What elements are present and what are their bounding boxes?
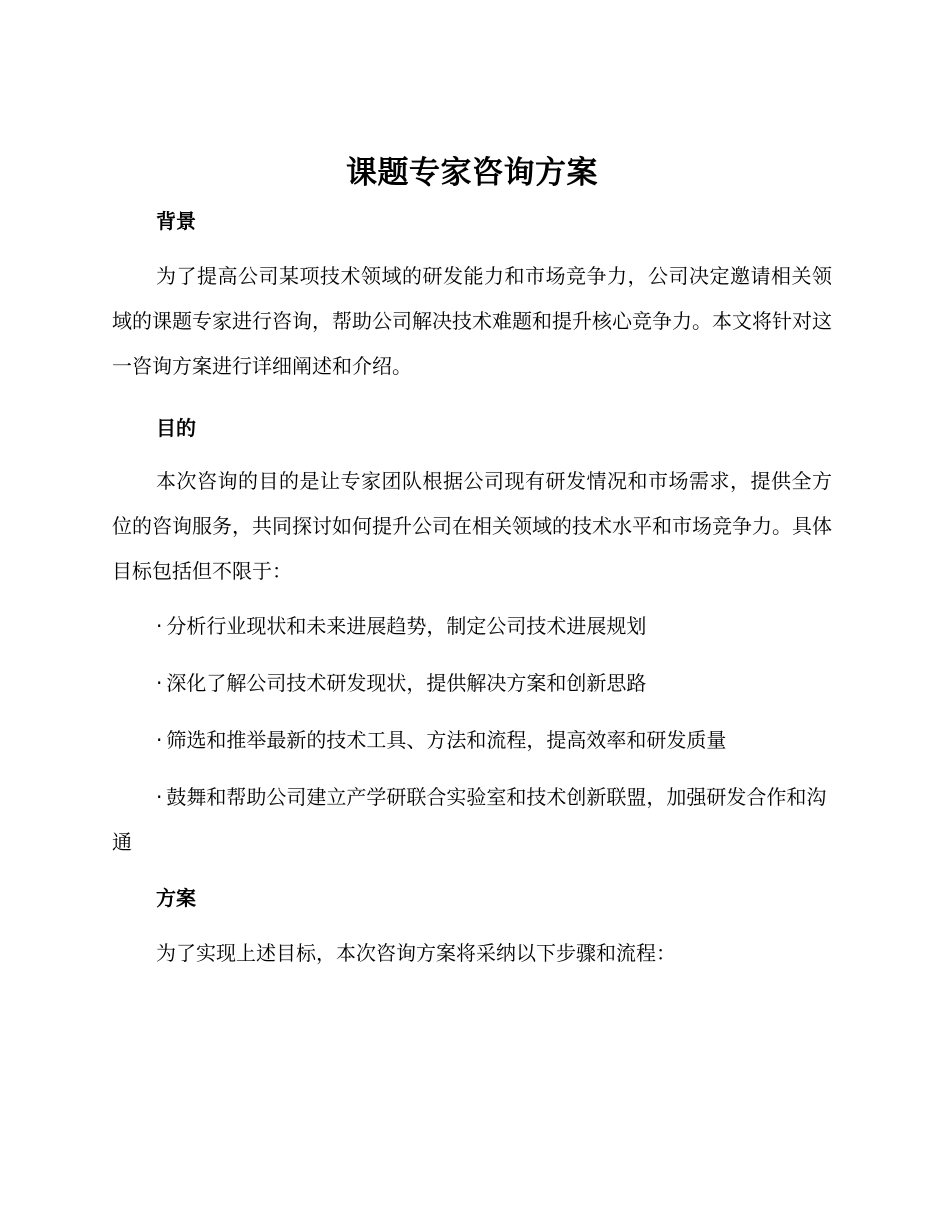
section-heading-purpose: 目的: [156, 416, 196, 440]
list-item-text: 深化了解公司技术研发现状，提供解决方案和创新思路: [166, 671, 647, 695]
document-body: [112, 148, 832, 976]
goal-list: [112, 604, 832, 865]
list-item-text: 筛选和推举最新的技术工具、方法和流程，提高效率和研发质量: [166, 728, 727, 752]
list-item-text: 鼓舞和帮助公司建立产学研联合实验室和技术创新联盟，加强研发合作和沟通: [112, 785, 827, 854]
bullet-icon: ·: [156, 614, 163, 638]
plan-paragraph: 为了实现上述目标，本次咨询方案将采纳以下步骤和流程：: [156, 941, 676, 965]
bullet-icon: ·: [156, 671, 163, 695]
section-background: [112, 198, 832, 389]
section-plan: [112, 875, 832, 976]
list-item: [112, 661, 832, 706]
section-heading-plan: 方案: [156, 886, 196, 910]
bullet-icon: ·: [156, 785, 163, 809]
list-item-text: 分析行业现状和未来进展趋势，制定公司技术进展规划: [166, 614, 647, 638]
list-item: [112, 604, 832, 649]
section-purpose: [112, 405, 832, 865]
bullet-icon: ·: [156, 728, 163, 752]
background-paragraph: 为了提高公司某项技术领域的研发能力和市场竞争力，公司决定邀请相关领域的课题专家进行咨询，帮助公司解决技术难题和提升核心竞争力。本文将针对这一咨询方案进行详细阐述和介绍。: [112, 264, 832, 378]
document-title: 课题专家咨询方案: [346, 155, 598, 191]
purpose-paragraph: 本次咨询的目的是让专家团队根据公司现有研发情况和市场需求，提供全方位的咨询服务，共同探讨如何提升公司在相关领域的技术水平和市场竞争力。具体目标包括但不限于：: [112, 469, 832, 583]
list-item: [112, 775, 832, 865]
list-item: [112, 718, 832, 763]
section-heading-background: 背景: [156, 209, 196, 233]
